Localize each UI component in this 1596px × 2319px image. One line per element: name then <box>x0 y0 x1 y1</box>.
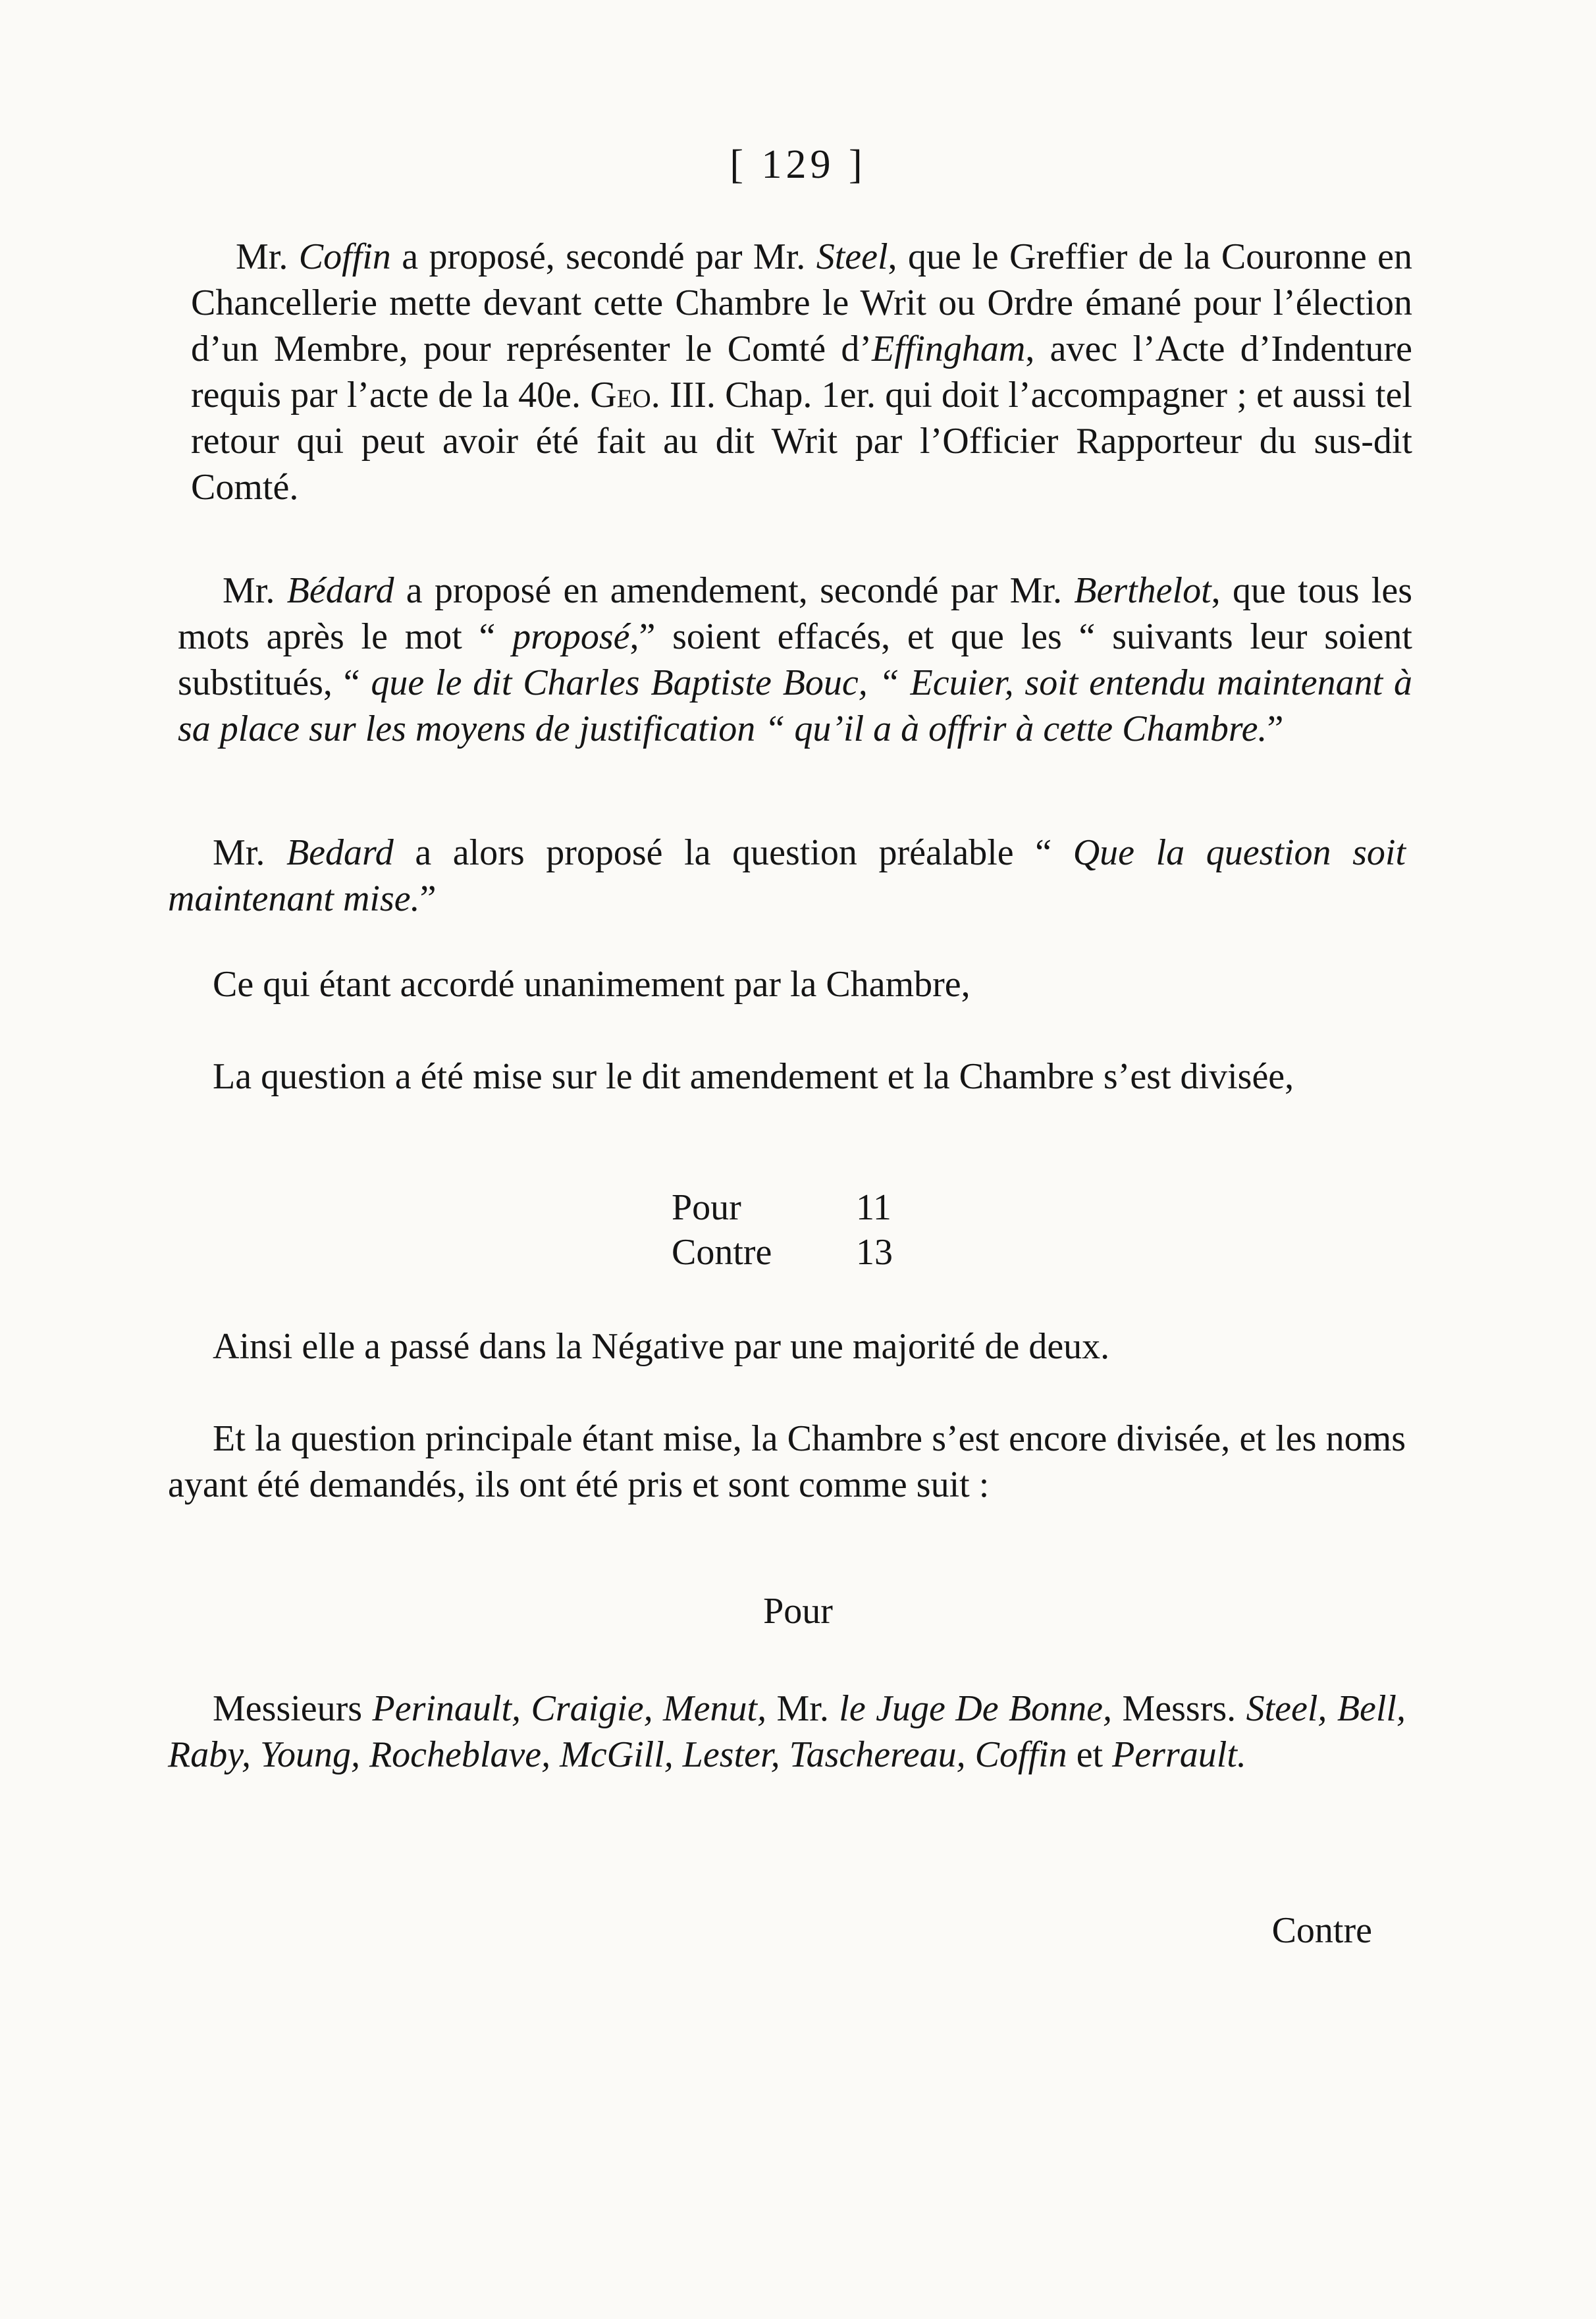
paragraph-main-question <box>168 1416 1406 1508</box>
text: Mr. <box>223 570 287 611</box>
text: a alors proposé la question préalable “ <box>393 832 1073 873</box>
paragraph-amendment-bedard <box>178 568 1412 752</box>
name-coffin: Coffin <box>298 236 391 277</box>
text: Mr. <box>236 236 299 277</box>
catchword: Contre <box>1271 1910 1372 1951</box>
text: , que tous les mots après le mot “ <box>178 570 1413 657</box>
heading-pour: Pour <box>763 1591 833 1632</box>
name-berthelot: Berthelot <box>1074 570 1211 611</box>
place-effingham: Effingham <box>872 329 1026 369</box>
paragraph-accorde <box>168 961 1406 1007</box>
text: III. Chap. 1er. qui doit l’accompagner ; et aussi tel retour qui peut avoir été fait au dit Writ par l’Officier Rapporteur du sus-dit Comté. <box>191 375 1412 508</box>
text: ” <box>419 878 437 919</box>
paragraph-motion-coffin <box>191 234 1412 510</box>
names: Perrault. <box>1112 1734 1246 1775</box>
names-list-pour <box>168 1686 1406 1778</box>
names: le Juge De Bonne, <box>839 1688 1113 1729</box>
paragraph-negative <box>168 1323 1406 1370</box>
paragraph-division <box>168 1053 1406 1100</box>
text: ,” soient effacés, et que les “ suivants leur soient substitués, “ <box>178 616 1412 703</box>
text: Mr. <box>213 832 286 873</box>
text: a proposé, secondé par Mr. <box>390 236 816 277</box>
amendment-quote: que le dit Charles Baptiste Bouc, “ Ecuier, soit entendu maintenant à sa place sur les moyens de justification “ qu’il a à offrir à cette Chambre. <box>178 662 1412 749</box>
vote-tally <box>672 1185 893 1275</box>
word-propose: proposé <box>512 616 630 657</box>
text: Et la question principale étant mise, la Chambre s’est encore divisée, et les noms ayant été demandés, ils ont été pris et sont comme suit : <box>168 1418 1406 1505</box>
paragraph-previous-question <box>168 830 1406 922</box>
question-quote: Que la question soit maintenant mise. <box>168 832 1406 919</box>
text: et <box>1067 1734 1113 1775</box>
name-bedard: Bedard <box>286 832 394 873</box>
text: Mr. <box>766 1688 839 1729</box>
text: Messieurs <box>213 1688 373 1729</box>
page-number: [ 129 ] <box>730 142 866 187</box>
vote-label-contre: Contre <box>672 1232 772 1273</box>
text: , que le Greffier de la Couronne en Chancellerie mette devant cette Chambre le Writ ou Ordre émané pour l’élection d’un Membre, pour représenter le Comté d’ <box>191 236 1413 369</box>
text: Ce qui étant accordé unanimement par la Chambre, <box>213 964 971 1005</box>
text: Messrs. <box>1112 1688 1246 1729</box>
text: a proposé en amendement, secondé par Mr. <box>394 570 1075 611</box>
text: ” <box>1267 708 1284 749</box>
names: Steel, Bell, Raby, Young, Rocheblave, McGill, Lester, Taschereau, Coffin <box>168 1688 1406 1775</box>
name-bedard: Bédard <box>286 570 394 611</box>
vote-count-contre: 13 <box>856 1232 893 1273</box>
text: Ainsi elle a passé dans la Négative par une majorité de deux. <box>213 1326 1110 1367</box>
vote-label-pour: Pour <box>672 1187 741 1228</box>
names: Perinault, Craigie, Menut, <box>372 1688 767 1729</box>
text: , avec l’Acte d’Indenture requis par l’acte de la 40e. <box>191 329 1412 415</box>
text: La question a été mise sur le dit amendement et la Chambre s’est divisée, <box>213 1056 1294 1097</box>
vote-row-pour <box>672 1185 893 1230</box>
vote-count-pour: 11 <box>856 1187 891 1228</box>
name-steel: Steel <box>816 236 888 277</box>
abbr-geo: Geo. <box>590 375 660 415</box>
vote-row-contre <box>672 1230 893 1275</box>
